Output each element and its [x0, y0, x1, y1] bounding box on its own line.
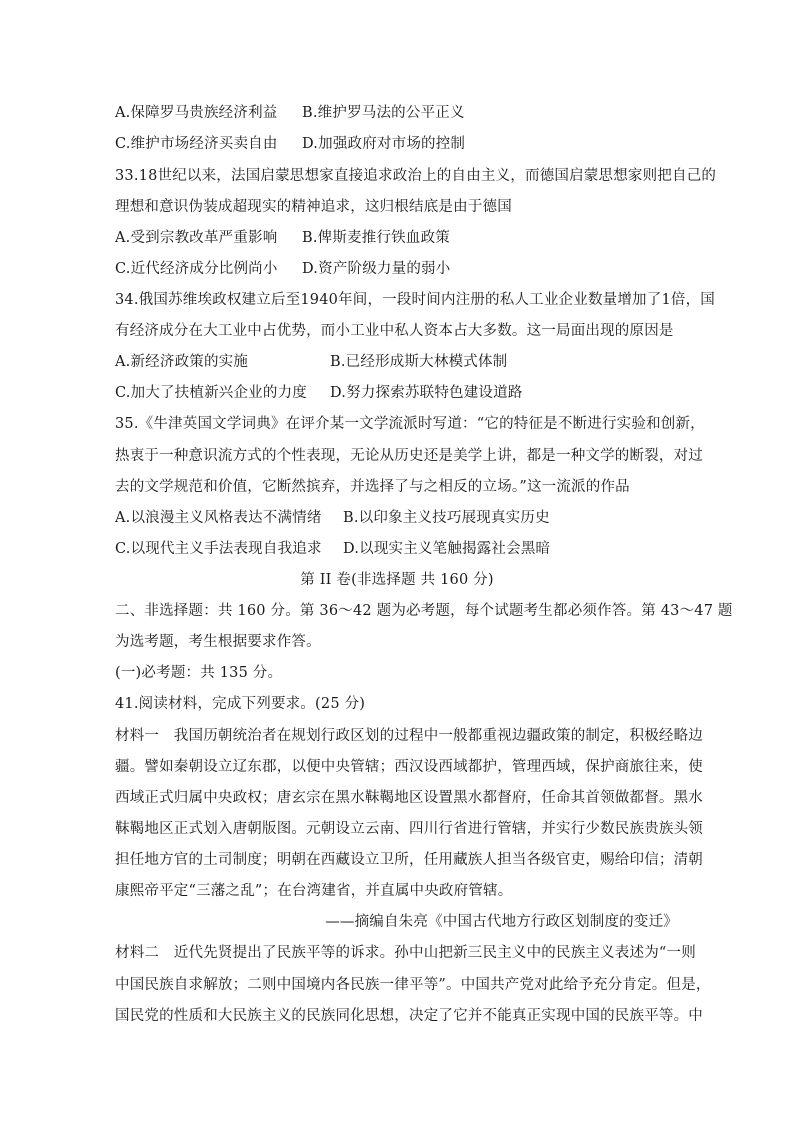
material-1-line-5: 担任地方官的土司制度；明朝在西藏设立卫所，任用藏族人担当各级官吏，赐给印信；清朝 — [115, 852, 703, 868]
q33-options-row-2 — [115, 259, 685, 279]
q35-options-row-2 — [115, 539, 685, 559]
material-1-line-1: 材料一 我国历朝统治者在规划行政区划的过程中一般都重视边疆政策的制定，积极经略边 — [115, 728, 703, 744]
section-2-intro-line-2: 为选考题，考生根据要求作答。 — [115, 634, 321, 650]
required-questions-heading: (一)必考题：共 135 分。 — [115, 665, 283, 681]
q35-option-c[interactable]: C.以现代主义手法表现自我追求 — [115, 541, 322, 557]
q34-option-d[interactable]: D.努力探索苏联特色建设道路 — [330, 385, 523, 401]
q35-options-row-1 — [115, 508, 685, 528]
section-2-title: 第 II 卷(非选择题 共 160 分) — [300, 572, 494, 588]
q34-options-row-2 — [115, 383, 685, 403]
q35-option-b[interactable]: B.以印象主义技巧展现真实历史 — [343, 510, 550, 526]
q33-option-a[interactable]: A.受到宗教改革严重影响 — [115, 230, 278, 246]
q32-option-d[interactable]: D.加强政府对市场的控制 — [302, 136, 466, 152]
q35-stem-line-1: 35.《牛津英国文学词典》在评介某一文学流派时写道：“它的特征是不断进行实验和创新， — [115, 416, 705, 432]
q35-option-a[interactable]: A.以浪漫主义风格表达不满情绪 — [115, 510, 322, 526]
q33-option-c[interactable]: C.近代经济成分比例尚小 — [115, 261, 278, 277]
q34-option-b[interactable]: B.已经形成斯大林模式体制 — [330, 354, 508, 370]
q33-option-b[interactable]: B.俾斯麦推行铁血政策 — [302, 230, 450, 246]
material-1-line-2: 疆。譬如秦朝设立辽东郡，以便中央管辖；西汉设西域都护，管理西域，保护商旅往来，使 — [115, 759, 703, 775]
material-2-line-3: 国民党的性质和大民族主义的民族同化思想，决定了它并不能真正实现中国的民族平等。中 — [115, 1008, 703, 1024]
material-1-line-4: 靺鞨地区正式划入唐朝版图。元朝设立云南、四川行省进行管辖，并实行少数民族贵族头领 — [115, 821, 703, 837]
q32-options-row-2 — [115, 134, 685, 154]
q32-option-b[interactable]: B.维护罗马法的公平正义 — [302, 105, 465, 121]
q35-stem-line-3: 去的文学规范和价值，它断然摈弃，并选择了与之相反的立场。”这一流派的作品 — [115, 479, 630, 495]
q34-stem-line-2: 有经济成分在大工业中占优势，而小工业中私人资本占大多数。这一局面出现的原因是 — [115, 323, 674, 339]
material-1-line-6: 康熙帝平定“三藩之乱”；在台湾建省，并直属中央政府管辖。 — [115, 883, 513, 899]
q33-stem-line-1: 33.18世纪以来，法国启蒙思想家直接追求政治上的自由主义，而德国启蒙思想家则把自己的 — [115, 168, 717, 184]
q34-options-row-1 — [115, 352, 685, 372]
q35-stem-line-2: 热衷于一种意识流方式的个性表现，无论从历史还是美学上讲，都是一种文学的断裂，对过 — [115, 448, 703, 464]
q34-option-a[interactable]: A.新经济政策的实施 — [115, 354, 249, 370]
q35-option-d[interactable]: D.以现实主义笔触揭露社会黑暗 — [343, 541, 551, 557]
q34-stem-line-1: 34.俄国苏维埃政权建立后至1940年间，一段时间内注册的私人工业企业数量增加了1倍，国 — [115, 292, 715, 308]
material-1-line-3: 西域正式归属中央政权；唐玄宗在黑水靺鞨地区设置黑水都督府，任命其首领做都督。黑水 — [115, 790, 703, 806]
q32-option-a[interactable]: A.保障罗马贵族经济利益 — [115, 105, 278, 121]
q33-option-d[interactable]: D.资产阶级力量的弱小 — [302, 261, 451, 277]
q34-option-c[interactable]: C.加大了扶植新兴企业的力度 — [115, 385, 307, 401]
q32-options-row-1 — [115, 103, 685, 123]
section-2-intro-line-1: 二、非选择题：共 160 分。第 36～42 题为必考题，每个试题考生都必须作答。第 43～47 题 — [115, 603, 733, 619]
material-1-source: ——摘编自朱亮《中国古代地方行政区划制度的变迁》 — [325, 914, 678, 930]
q33-options-row-1 — [115, 228, 685, 248]
q33-stem-line-2: 理想和意识伪装成超现实的精神追求，这归根结底是由于德国 — [115, 199, 512, 215]
q41-stem: 41.阅读材料，完成下列要求。(25 分) — [115, 696, 366, 712]
q32-option-c[interactable]: C.维护市场经济买卖自由 — [115, 136, 278, 152]
material-2-line-1: 材料二 近代先贤提出了民族平等的诉求。孙中山把新三民主义中的民族主义表述为“一则 — [115, 945, 696, 961]
material-2-line-2: 中国民族自求解放；二则中国境内各民族一律平等”。中国共产党对此给予充分肯定。但是， — [115, 977, 711, 993]
